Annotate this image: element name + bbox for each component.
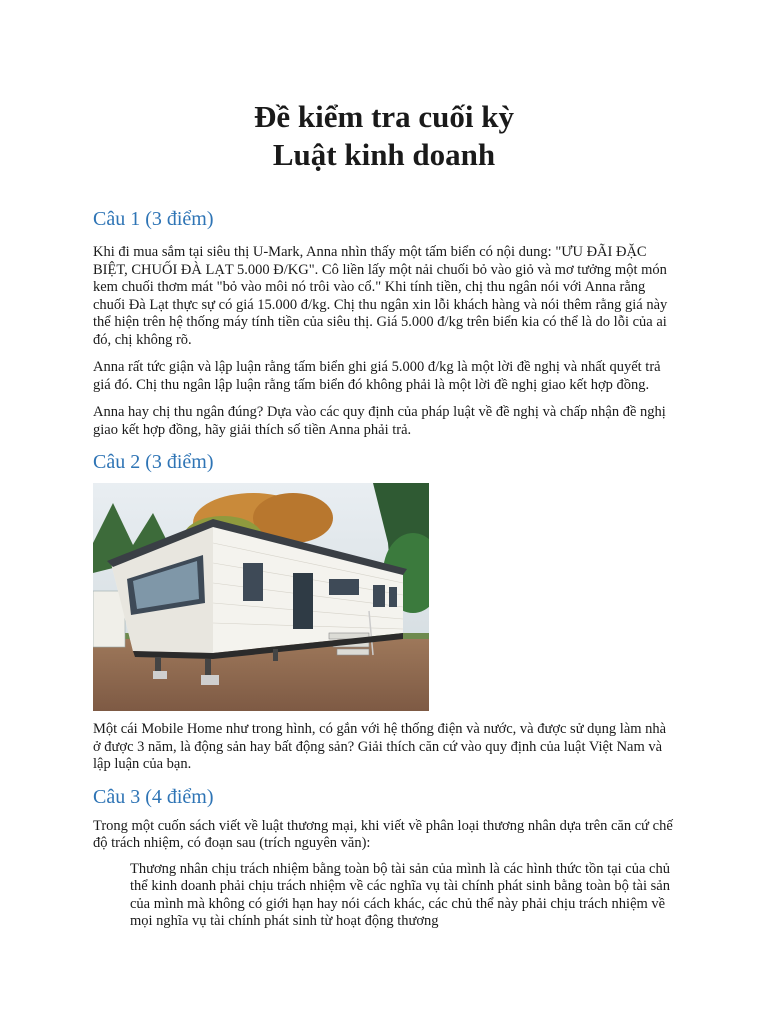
question-1-paragraph-1: Khi đi mua sắm tại siêu thị U-Mark, Anna nhìn thấy một tấm biển có nội dung: "ƯU ĐÃI ĐẶC BIỆT, CHUỐI ĐÀ LẠT 5.000 Đ/KG". Cô liền lấy một nải chuối bỏ vào giỏ và mơ tưởng một món kem chuối thơm mát "bỏ vào môi nó trôi vào cổ." Khi tính tiền, chị thu ngân nói với Anna rằng chuối Đà Lạt thực sự có giá 15.000 đ/kg. Chị thu ngân xin lỗi khách hàng và nói thêm rằng giá này thể hiện trên hệ thống máy tính tiền của siêu thị. Giá 5.000 đ/kg trên biển kia có thể là do lỗi của ai đó, chị không rõ. bbox=[93, 244, 668, 348]
title-line-1: Đề kiểm tra cuối kỳ bbox=[253, 99, 515, 134]
question-2-heading: Câu 2 (3 điểm) bbox=[93, 451, 214, 473]
question-3-heading: Câu 3 (4 điểm) bbox=[93, 785, 214, 808]
question-1-heading: Câu 1 (3 điểm) bbox=[93, 208, 214, 230]
question-1-paragraph-3: Anna hay chị thu ngân đúng? Dựa vào các quy định của pháp luật về đề nghị và chấp nhận đề nghị giao kết hợp đồng, hãy giải thích số tiền Anna phải trả. bbox=[93, 404, 666, 438]
document-title bbox=[93, 0, 675, 174]
title-line-2: Luật kinh doanh bbox=[272, 137, 496, 172]
mobile-home-illustration bbox=[93, 483, 429, 711]
mobile-home-photo bbox=[93, 483, 675, 711]
question-3-paragraph-1: Trong một cuốn sách viết về luật thương mại, khi viết về phân loại thương nhân dựa trên căn cứ chế độ trách nhiệm, có đoạn sau (trích nguyên văn): bbox=[93, 817, 673, 851]
question-3-quotation: Thương nhân chịu trách nhiệm bằng toàn bộ tài sản của mình là các hình thức tồn tại của chủ thể kinh doanh phải chịu trách nhiệm về các nghĩa vụ tài chính phát sinh bằng toàn bộ tài sản của mình mà không có giới hạn hay nói cách khác, các chủ thể này phải chịu trách nhiệm về mọi nghĩa vụ tài chính phát sinh từ hoạt động thương bbox=[130, 860, 670, 929]
question-1-paragraph-2: Anna rất tức giận và lập luận rằng tấm biển ghi giá 5.000 đ/kg là một lời đề nghị và nhất quyết trả giá đó. Chị thu ngân lập luận rằng tấm biển đó không phải là một lời đề nghị giao kết hợp đồng. bbox=[93, 359, 661, 393]
question-2-paragraph-1: Một cái Mobile Home như trong hình, có gắn với hệ thống điện và nước, và được sử dụng làm nhà ở được 3 năm, là động sản hay bất động sản? Giải thích căn cứ vào quy định của luật Việt Nam và lập luận của bạn. bbox=[93, 721, 667, 772]
